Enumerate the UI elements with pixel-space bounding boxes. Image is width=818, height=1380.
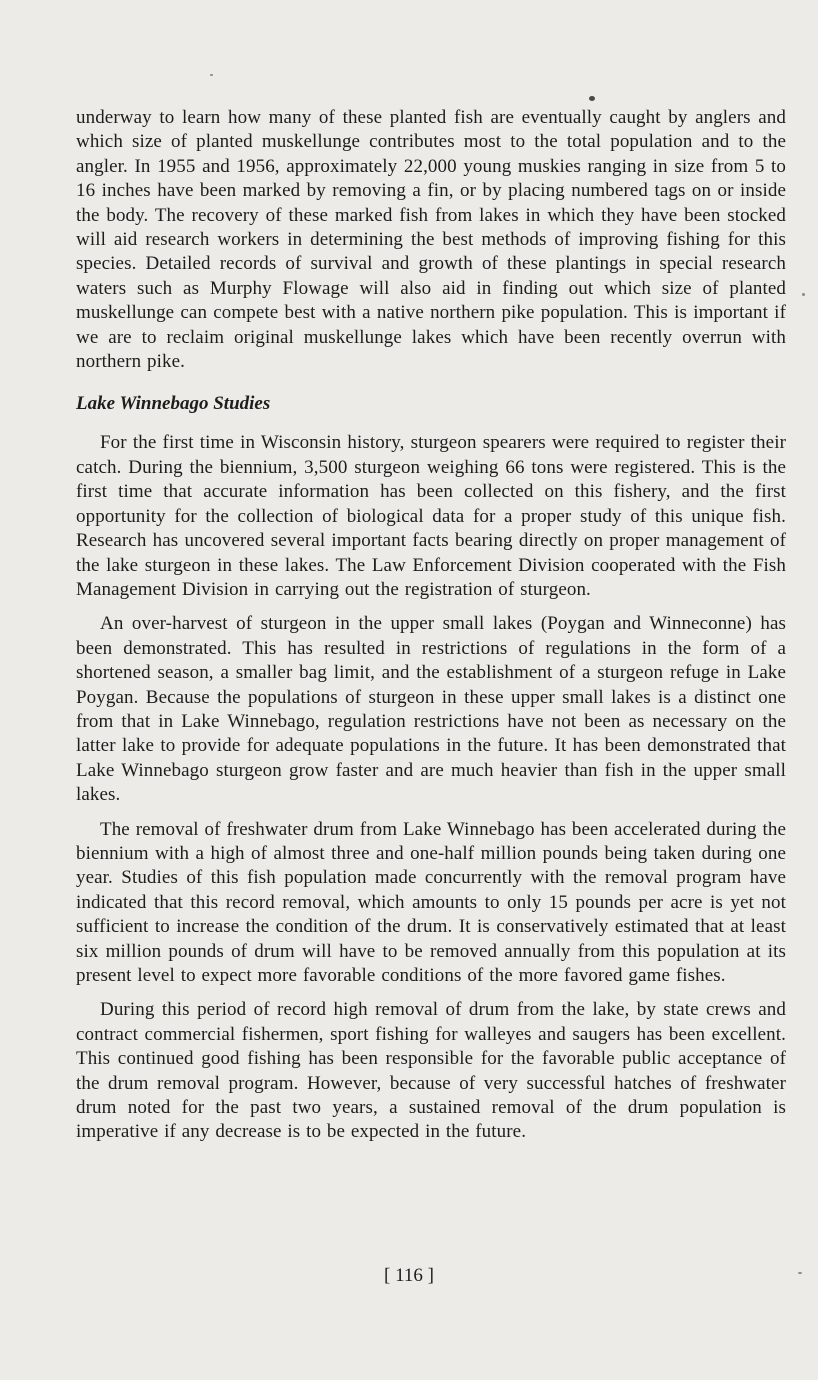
paragraph-sturgeon-overharvest: An over-harvest of sturgeon in the upper small lakes (Poygan and Winneconne) has been demonstrated. This has resulted in restrictions of regulations in the form of a shortened season, a smaller bag limit, and the establishment of a sturgeon refuge in Lake Poygan. Because the populations of sturgeon in these upper small lakes is a distinct one from that in Lake Winnebago, regulation restrictions have not been as necessary on the latter lake to provide for adequate populations in the future. It has been demonstrated that Lake Winnebago sturgeon grow faster and are much heavier than fish in the upper small lakes.	[76, 613, 786, 806]
document-body	[76, 106, 786, 1145]
paragraph-muskellunge-continuation: underway to learn how many of these planted fish are eventually caught by anglers and which size of planted muskellunge contributes most to the total population and to the angler. In 1955 and 1956, approximately 22,000 young muskies ranging in size from 5 to 16 inches have been marked by removing a fin, or by placing numbered tags on or inside the body. The recovery of these marked fish from lakes in which they have been stocked will aid research workers in determining the best methods of improving fishing for this species. Detailed records of survival and growth of these plantings in special research waters such as Murphy Flowage will also aid in finding out which size of planted muskellunge can compete best with a native northern pike population. This is important if we are to reclaim original muskellunge lakes which have been recently overrun with northern pike.	[76, 107, 786, 373]
print-speck	[802, 293, 805, 296]
print-speck	[589, 96, 595, 101]
paragraph-sturgeon-registration: For the first time in Wisconsin history, sturgeon spearers were required to register their catch. During the biennium, 3,500 sturgeon weighing 66 tons were registered. This is the first time that accurate information has been collected on this fishery, and the first opportunity for the collection of biological data for a proper study of this unique fish. Research has uncovered several important facts bearing directly on proper management of the lake sturgeon in these lakes. The Law Enforcement Division cooperated with the Fish Management Division in carrying out the registration of sturgeon.	[76, 432, 786, 600]
paragraph-sport-fishing: During this period of record high removal of drum from the lake, by state crews and contract commercial fishermen, sport fishing for walleyes and saugers has been excellent. This continued good fishing has been responsible for the favorable public acceptance of the drum removal program. However, because of very successful hatches of freshwater drum noted for the past two years, a sustained removal of the drum population is imperative if any decrease is to be expected in the future.	[76, 999, 786, 1143]
paragraph-drum-removal: The removal of freshwater drum from Lake Winnebago has been accelerated during the biennium with a high of almost three and one-half million pounds being taken during one year. Studies of this fish population made concurrently with the removal program have indicated that this record removal, which amounts to only 15 pounds per acre is yet not sufficient to increase the condition of the drum. It is conservatively estimated that at least six million pounds of drum will have to be removed annually from this population at its present level to expect more favorable conditions of the more favored game fishes.	[76, 818, 786, 986]
print-speck	[210, 74, 213, 76]
section-heading: Lake Winnebago Studies	[76, 393, 271, 415]
page-number: [ 116 ]	[384, 1265, 434, 1286]
